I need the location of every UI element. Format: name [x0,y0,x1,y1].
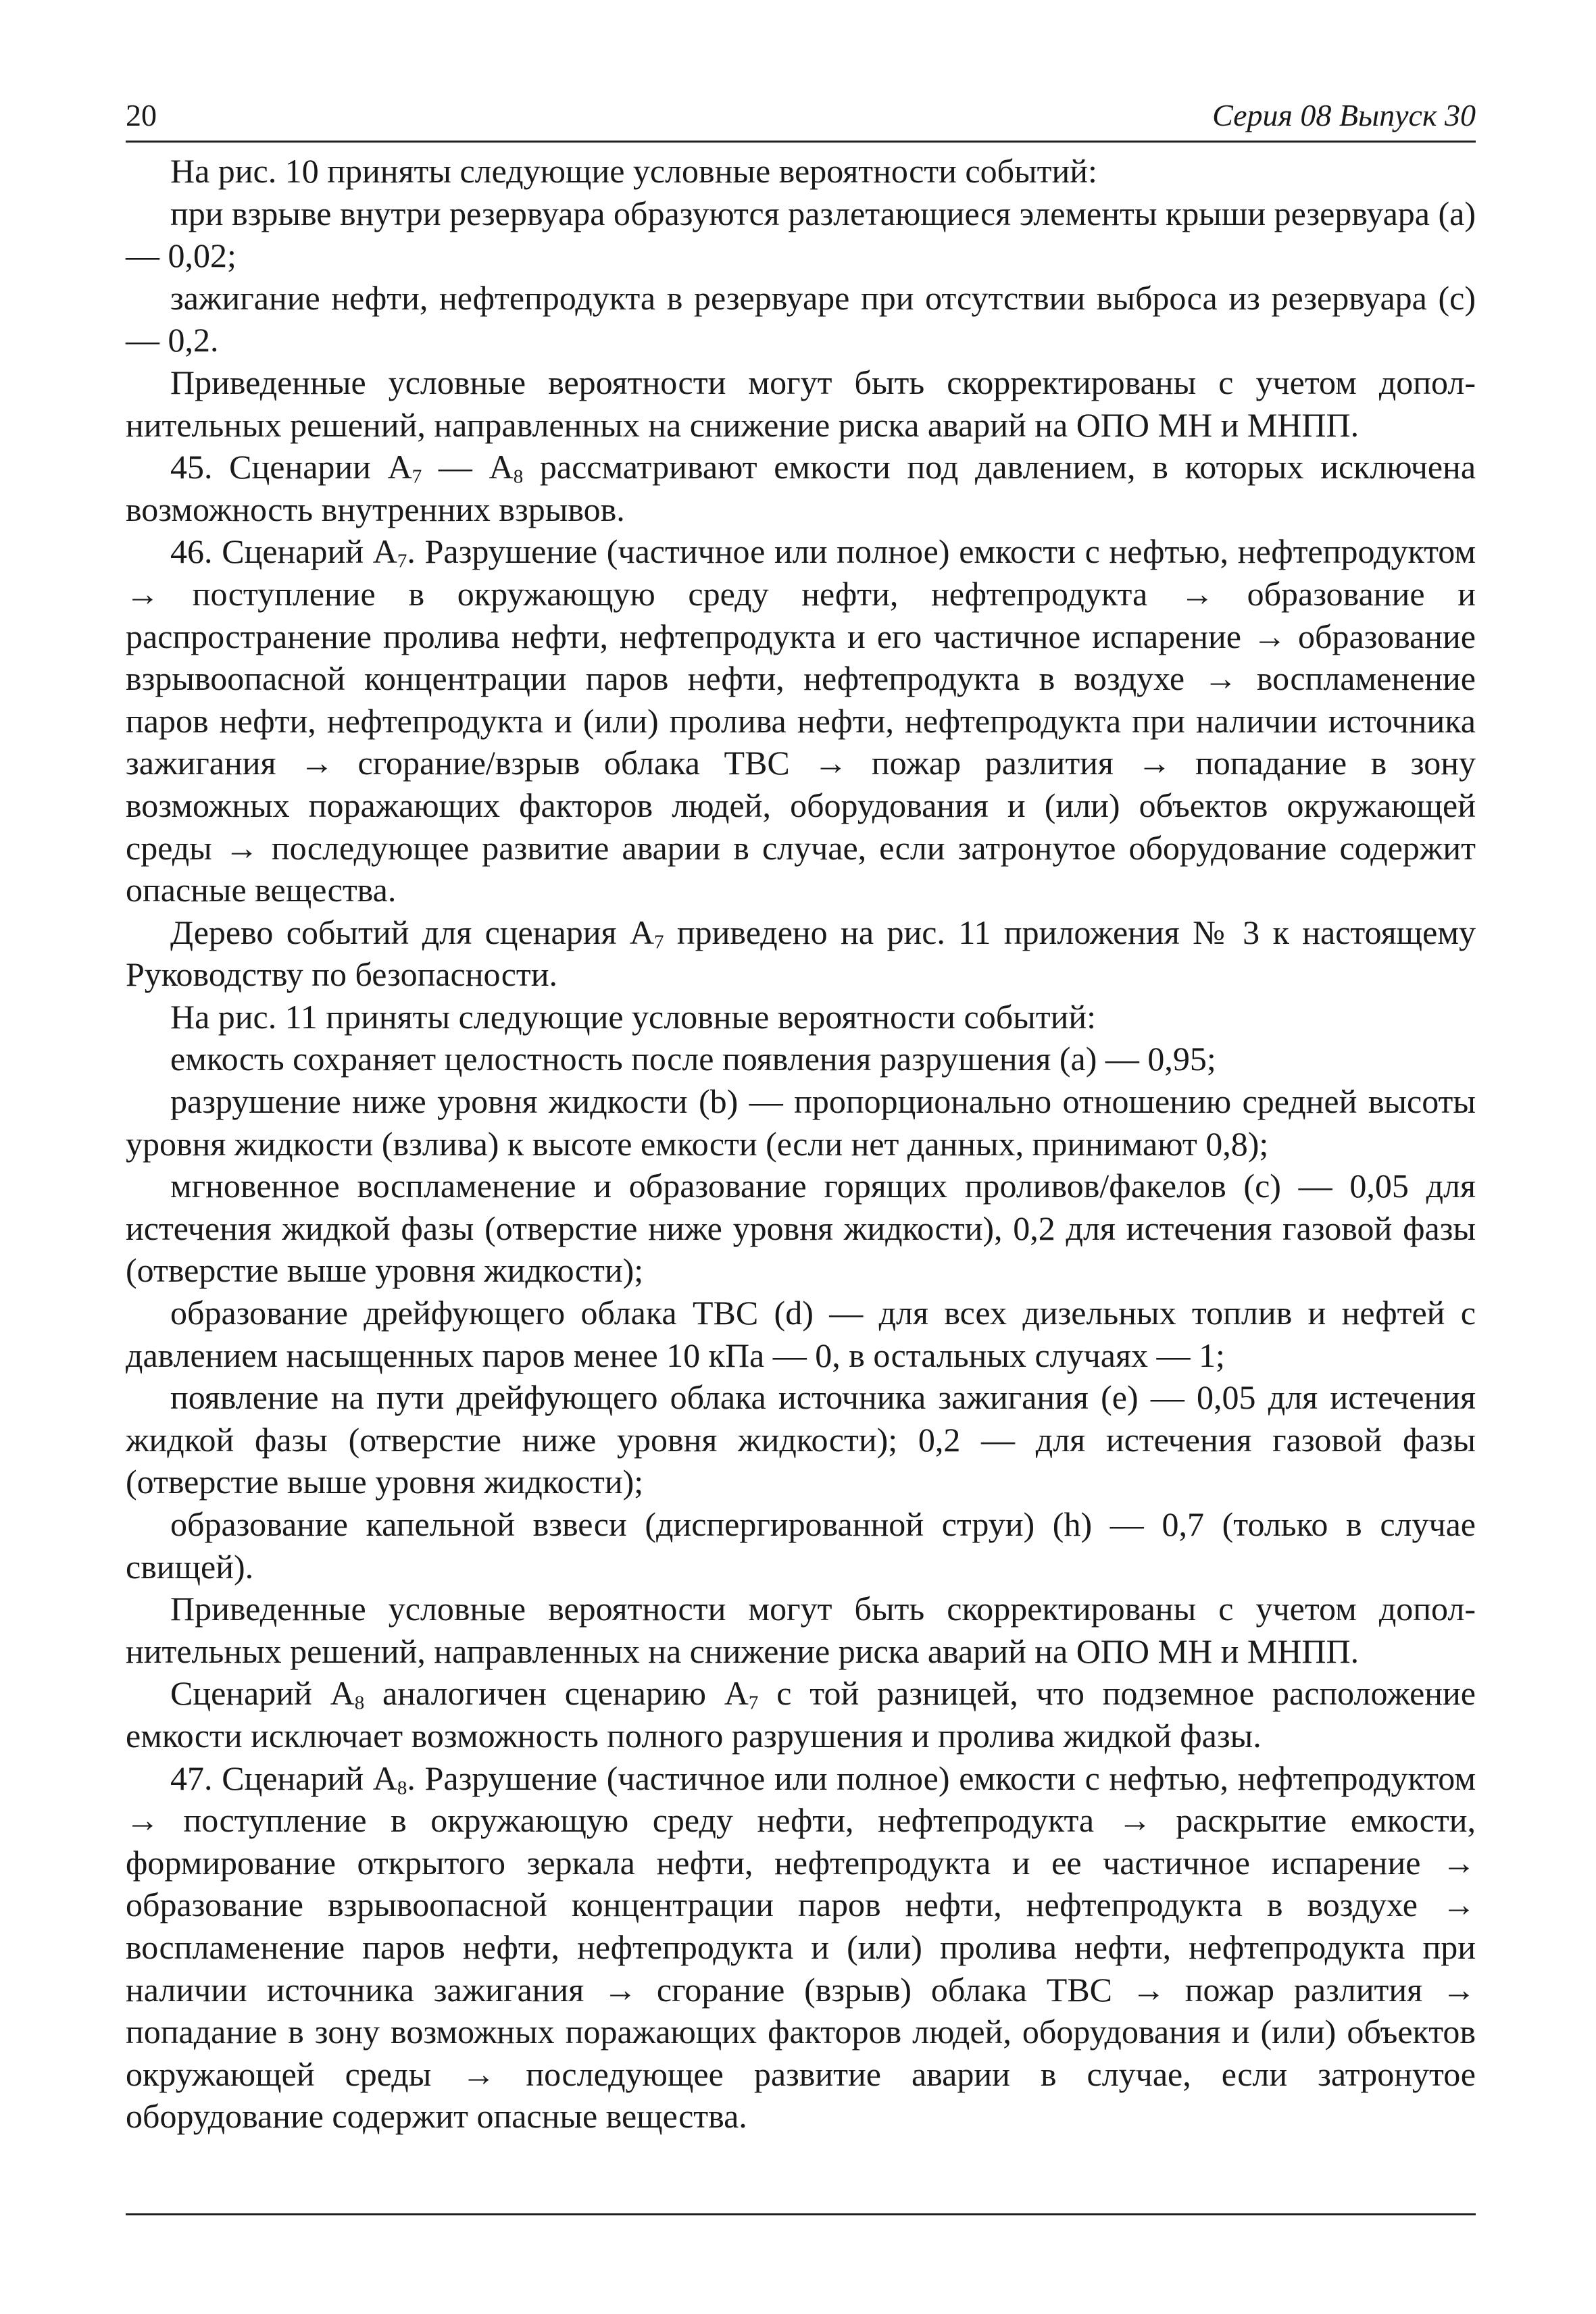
header-rule [126,141,1476,143]
page-header [126,100,1476,131]
paragraph: Сценарий $А_8$ аналогичен сценарию $А_7$ с той разницей, что подземное расположение емкости исключает возможность полного разрушения и пролива жидкой фазы. [126,1674,1476,1755]
footer-rule [126,2213,1476,2215]
paragraph: Приведенные условные вероятности могут быть скорректированы с учетом дополнительных решений, направленных на снижение риска аварий на ОПО МН и МНПП. [126,363,1476,444]
paragraph: 46. Сценарий $А_7$. Разрушение (частичное или полное) емкости с нефтью, нефтепродуктом → поступление в окружающую среду нефти, нефтепродукта → образование и распространение пролива нефти, нефтепродукта и его частичное испарение → образование взрывоопасной концентрации паров нефти, нефтепродукта в воздухе → воспламенение паров нефти, нефтепродукта и (или) пролива нефти, нефтепродукта при наличии источника зажигания → сгорание/взрыв облака ТВС → пожар разлития → попадание в зону возможных поражающих факторов людей, оборудования и (или) объектов окружающей среды → последующее развитие аварии в случае, если затронутое оборудование содержит опасные вещества. [126,532,1476,909]
paragraph: мгновенное воспламенение и образование горящих проливов/факелов (c) — 0,05 для истечения жидкой фазы (отверстие ниже уровня жидкости), 0,2 для истечения газовой фазы (отверстие выше уровня жидкости); [126,1167,1476,1290]
paragraph: Приведенные условные вероятности могут быть скорректированы с учетом дополнительных решений, направленных на снижение риска аварий на ОПО МН и МНПП. [126,1590,1476,1670]
paragraph: На рис. 10 приняты следующие условные вероятности событий: [170,152,1097,190]
paragraph: образование дрейфующего облака ТВС (d) — для всех дизельных топлив и нефтей с давлением насыщенных паров менее 10 кПа — 0, в остальных случаях — 1; [126,1294,1476,1374]
paragraph: при взрыве внутри резервуара образуются разлетающиеся элементы крыши резервуара (a) — 0,02; [126,194,1476,275]
paragraph: емкость сохраняет целостность после появления разрушения (a) — 0,95; [170,1040,1216,1078]
paragraph: 45. Сценарии $А_7$ — $А_8$ рассматривают емкости под давлением, в которых исключена возможность внутренних взрывов. [126,448,1476,528]
paragraph: 47. Сценарий $А_8$. Разрушение (частичное или полное) емкости с нефтью, нефтепродуктом → поступление в окружающую среду нефти, нефтепродукта → раскрытие емкости, формирование открытого зеркала нефти, нефтепродукта и ее частичное испарение → образование взрывоопасной концентрации паров нефти, нефтепродукта в воздухе → воспламенение паров нефти, нефтепродукта и (или) пролива нефти, нефтепродукта при наличии источника зажигания → сгорание (взрыв) облака ТВС → пожар разлития → попадание в зону возможных поражающих факторов людей, оборудования и (или) объектов окружающей среды → последующее развитие аварии в случае, если затронутое оборудование содержит опасные вещества. [126,1759,1476,2136]
page-number: 20 [126,98,157,132]
series-label: Серия 08 Выпуск 30 [1212,98,1476,132]
paragraph: зажигание нефти, нефтепродукта в резервуаре при отсутствии выброса из резервуара (c) — 0,2. [126,278,1476,359]
paragraph: образование капельной взвеси (диспергированной струи) (h) — 0,7 (только в случае свищей). [126,1505,1476,1586]
paragraph: Дерево событий для сценария $А_7$ приведено на рис. 11 приложения № 3 к настоящему Руководству по безопасности. [126,913,1476,994]
paragraph: разрушение ниже уровня жидкости (b) — пропорционально отношению средней высоты уровня жидкости (взлива) к высоте емкости (если нет данных, принимают 0,8); [126,1082,1476,1163]
body-text [126,150,1476,2138]
paragraph: На рис. 11 приняты следующие условные вероятности событий: [170,997,1097,1036]
paragraph: появление на пути дрейфующего облака источника зажигания (e) — 0,05 для истечения жидкой фазы (отверстие ниже уровня жидкости); 0,2 — для истечения газовой фазы (отверстие выше уровня жидкости); [126,1378,1476,1501]
